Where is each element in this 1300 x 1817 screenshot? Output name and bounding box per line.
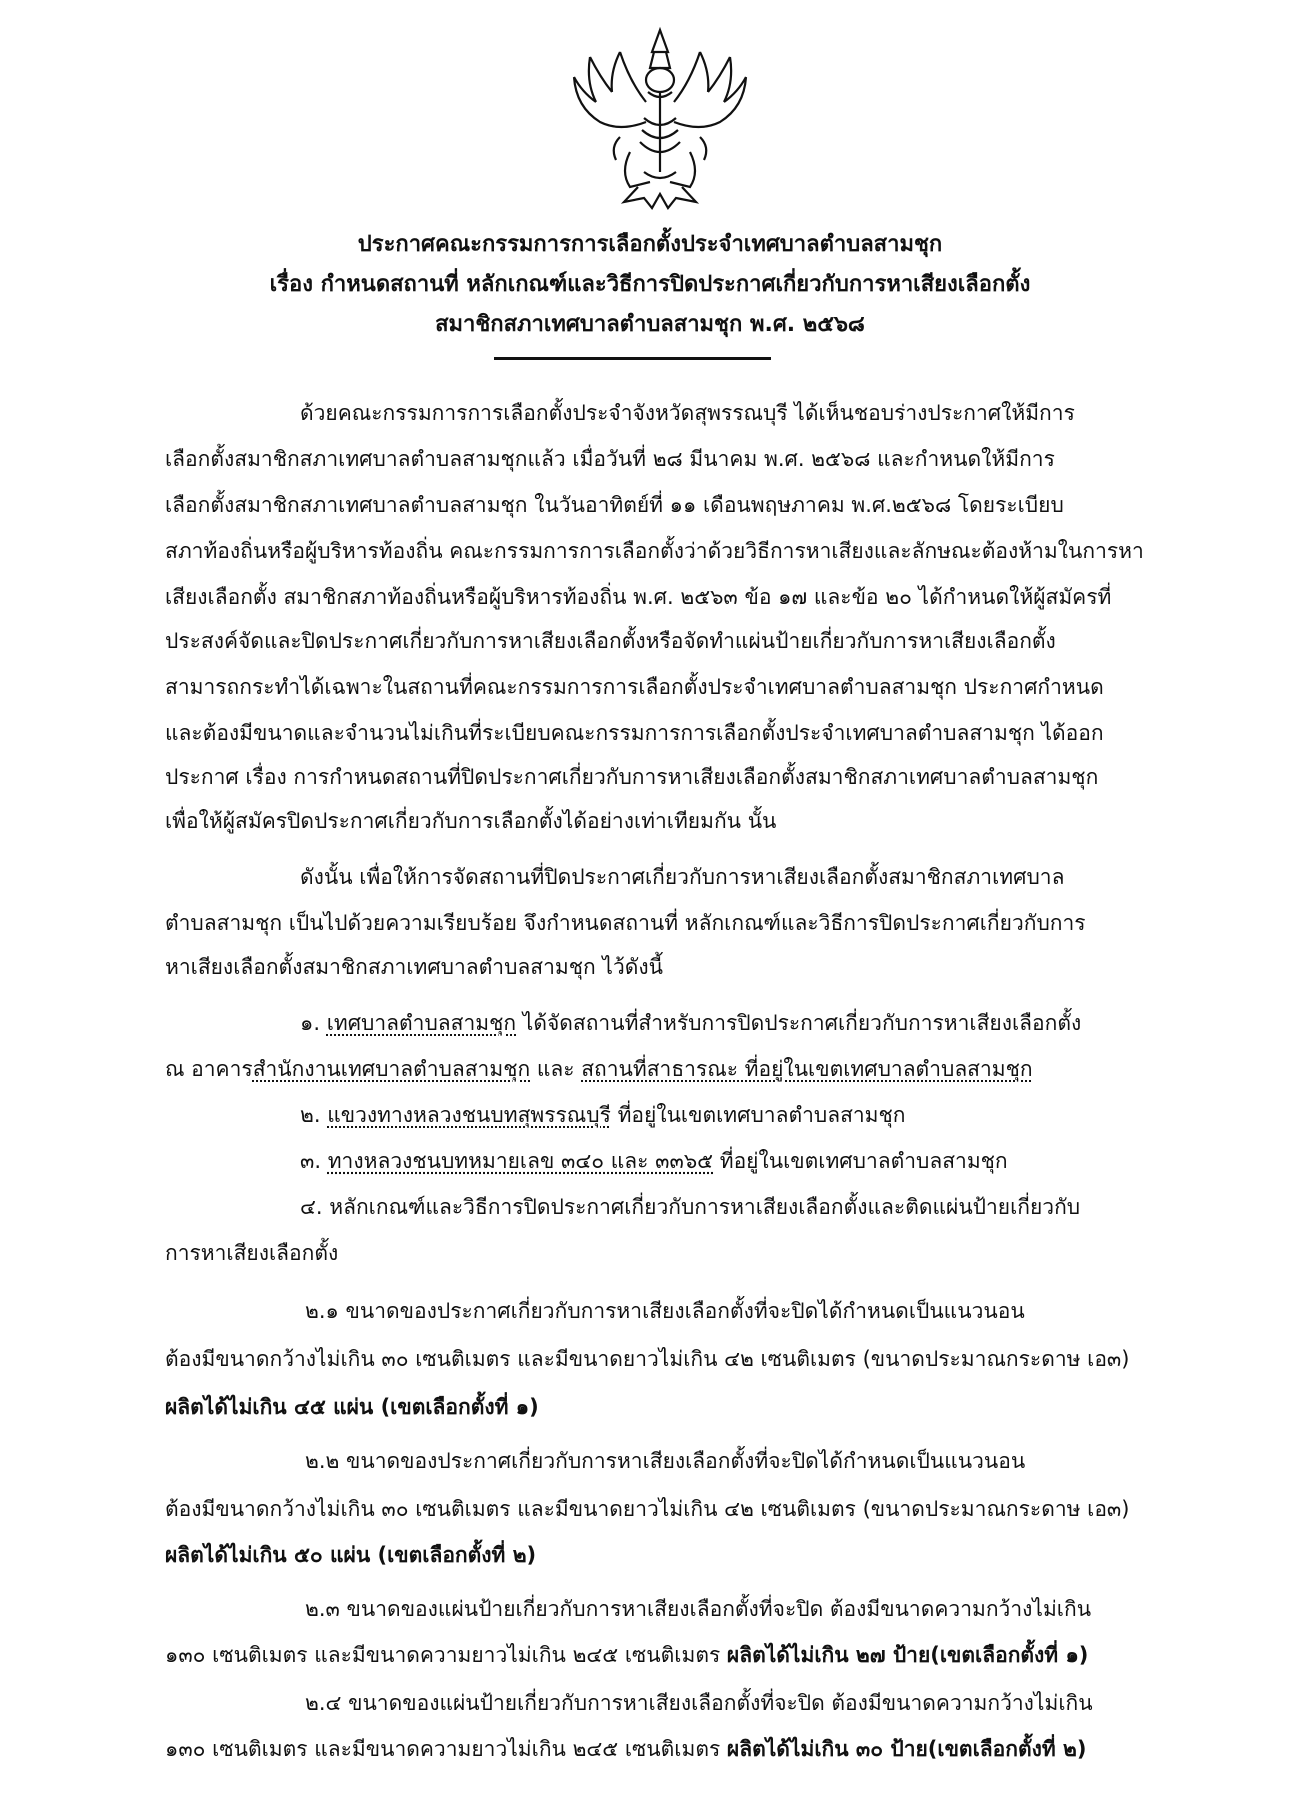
item-1-public-place: สถานที่สาธารณะ ที่อยู่ในเขตเทศบาลตำบลสามชุก: [581, 1057, 1033, 1081]
p1-line-6: ประสงค์จัดและปิดประกาศเกี่ยวกับการหาเสียงเลือกตั้งหรือจัดทำแผ่นป้ายเกี่ยวกับการหาเสียงเลือกตั้ง: [165, 629, 1056, 653]
p1-line-9: ประกาศ เรื่อง การกำหนดสถานที่ปิดประกาศเกี่ยวกับการหาเสียงเลือกตั้งสมาชิกสภาเทศบาลตำบลสามชุก: [165, 765, 1099, 789]
title-divider: [494, 357, 771, 360]
item-3: ๓. ทางหลวงชนบทหมายเลข ๓๔๐ และ ๓๓๖๕ ที่อยู่ในเขตเทศบาลตำบลสามชุก: [300, 1149, 1008, 1173]
p1-line-5: เสียงเลือกตั้ง สมาชิกสภาท้องถิ่นหรือผู้บริหารท้องถิ่น พ.ศ. ๒๕๖๓ ข้อ ๑๗ และข้อ ๒๐ ได้กำหนดให้ผู้สมัครที่: [165, 585, 1112, 609]
sub-2-4-quota: ผลิตได้ไม่เกิน ๓๐ ป้าย(เขตเลือกตั้งที่ ๒): [726, 1737, 1087, 1761]
title-line-3: สมาชิกสภาเทศบาลตำบลสามชุก พ.ศ. ๒๕๖๘: [435, 312, 865, 337]
sub-2-4-line-2: ๑๓๐ เซนติเมตร และมีขนาดความยาวไม่เกิน ๒๔๕ เซนติเมตร ผลิตได้ไม่เกิน ๓๐ ป้าย(เขตเลือกตั้งที่ ๒): [165, 1737, 1087, 1761]
p1-line-4: สภาท้องถิ่นหรือผู้บริหารท้องถิ่น คณะกรรมการการเลือกตั้งว่าด้วยวิธีการหาเสียงและลักษณะต้องห้ามในการหา: [165, 539, 1144, 563]
sub-2-3-line-1: ๒.๓ ขนาดของแผ่นป้ายเกี่ยวกับการหาเสียงเลือกตั้งที่จะปิด ต้องมีขนาดความกว้างไม่เกิน: [305, 1597, 1092, 1621]
item-4-line-2: การหาเสียงเลือกตั้ง: [165, 1241, 339, 1265]
sub-2-1-line-3: ผลิตได้ไม่เกิน ๔๕ แผ่น (เขตเลือกตั้งที่ ๑): [165, 1395, 539, 1419]
p1-line-8: และต้องมีขนาดและจำนวนไม่เกินที่ระเบียบคณะกรรมการการเลือกตั้งประจำเทศบาลตำบลสามชุก ได้ออก: [165, 721, 1104, 745]
sub-2-2-line-2: ต้องมีขนาดกว้างไม่เกิน ๓๐ เซนติเมตร และมีขนาดยาวไม่เกิน ๔๒ เซนติเมตร (ขนาดประมาณกระดาษ เอ๓): [165, 1497, 1130, 1521]
p1-line-7: สามารถกระทำได้เฉพาะในสถานที่คณะกรรมการการเลือกตั้งประจำเทศบาลตำบลสามชุก ประกาศกำหนด: [165, 675, 1104, 699]
p1-line-10: เพื่อให้ผู้สมัครปิดประกาศเกี่ยวกับการเลือกตั้งได้อย่างเท่าเทียมกัน นั้น: [165, 809, 777, 833]
item-3-place: ทางหลวงชนบทหมายเลข ๓๔๐ และ ๓๓๖๕: [327, 1149, 714, 1173]
p2-line-2: ตำบลสามชุก เป็นไปด้วยความเรียบร้อย จึงกำหนดสถานที่ หลักเกณฑ์และวิธีการปิดประกาศเกี่ยวกับการ: [165, 911, 1086, 935]
sub-2-1-line-2: ต้องมีขนาดกว้างไม่เกิน ๓๐ เซนติเมตร และมีขนาดยาวไม่เกิน ๔๒ เซนติเมตร (ขนาดประมาณกระดาษ เอ๓): [165, 1347, 1130, 1371]
item-1-line-1: ๑. เทศบาลตำบลสามชุก ได้จัดสถานที่สำหรับการปิดประกาศเกี่ยวกับการหาเสียงเลือกตั้ง: [300, 1011, 1082, 1035]
item-2: ๒. แขวงทางหลวงชนบทสุพรรณบุรี ที่อยู่ในเขตเทศบาลตำบลสามชุก: [300, 1103, 906, 1127]
p2-line-3: หาเสียงเลือกตั้งสมาชิกสภาเทศบาลตำบลสามชุก ไว้ดังนี้: [165, 955, 663, 979]
p1-line-1: ด้วยคณะกรรมการการเลือกตั้งประจำจังหวัดสุพรรณบุรี ได้เห็นชอบร่างประกาศให้มีการ: [300, 401, 1075, 425]
item-1-line-2: ณ อาคารสำนักงานเทศบาลตำบลสามชุก และ สถานที่สาธารณะ ที่อยู่ในเขตเทศบาลตำบลสามชุก: [165, 1057, 1033, 1081]
sub-2-4-line-1: ๒.๔ ขนาดของแผ่นป้ายเกี่ยวกับการหาเสียงเลือกตั้งที่จะปิด ต้องมีขนาดความกว้างไม่เกิน: [305, 1691, 1093, 1715]
item-2-place: แขวงทางหลวงชนบทสุพรรณบุรี: [327, 1103, 611, 1127]
item-1-building: สำนักงานเทศบาลตำบลสามชุก: [252, 1057, 531, 1081]
sub-2-2-line-3: ผลิตได้ไม่เกิน ๕๐ แผ่น (เขตเลือกตั้งที่ ๒): [165, 1543, 537, 1567]
title-line-2: เรื่อง กำหนดสถานที่ หลักเกณฑ์และวิธีการปิดประกาศเกี่ยวกับการหาเสียงเลือกตั้ง: [269, 272, 1031, 297]
sub-2-3-quota: ผลิตได้ไม่เกิน ๒๗ ป้าย(เขตเลือกตั้งที่ ๑): [726, 1643, 1089, 1667]
item-4-line-1: ๔. หลักเกณฑ์และวิธีการปิดประกาศเกี่ยวกับการหาเสียงเลือกตั้งและติดแผ่นป้ายเกี่ยวกับ: [300, 1195, 1081, 1219]
garuda-emblem-icon: [560, 22, 760, 222]
item-1-place: เทศบาลตำบลสามชุก: [326, 1011, 517, 1035]
p1-line-3: เลือกตั้งสมาชิกสภาเทศบาลตำบลสามชุก ในวันอาทิตย์ที่ ๑๑ เดือนพฤษภาคม พ.ศ.๒๕๖๘ โดยระเบียบ: [165, 493, 1064, 517]
p1-line-2: เลือกตั้งสมาชิกสภาเทศบาลตำบลสามชุกแล้ว เมื่อวันที่ ๒๘ มีนาคม พ.ศ. ๒๕๖๘ และกำหนดให้มีการ: [165, 447, 1055, 471]
sub-2-3-line-2: ๑๓๐ เซนติเมตร และมีขนาดความยาวไม่เกิน ๒๔๕ เซนติเมตร ผลิตได้ไม่เกิน ๒๗ ป้าย(เขตเลือกตั้งที่ ๑): [165, 1643, 1089, 1667]
p2-line-1: ดังนั้น เพื่อให้การจัดสถานที่ปิดประกาศเกี่ยวกับการหาเสียงเลือกตั้งสมาชิกสภาเทศบาล: [300, 865, 1065, 889]
title-line-1: ประกาศคณะกรรมการการเลือกตั้งประจำเทศบาลตำบลสามชุก: [357, 232, 943, 257]
sub-2-2-line-1: ๒.๒ ขนาดของประกาศเกี่ยวกับการหาเสียงเลือกตั้งที่จะปิดได้กำหนดเป็นแนวนอน: [305, 1449, 1026, 1473]
sub-2-1-line-1: ๒.๑ ขนาดของประกาศเกี่ยวกับการหาเสียงเลือกตั้งที่จะปิดได้กำหนดเป็นแนวนอน: [305, 1299, 1025, 1323]
